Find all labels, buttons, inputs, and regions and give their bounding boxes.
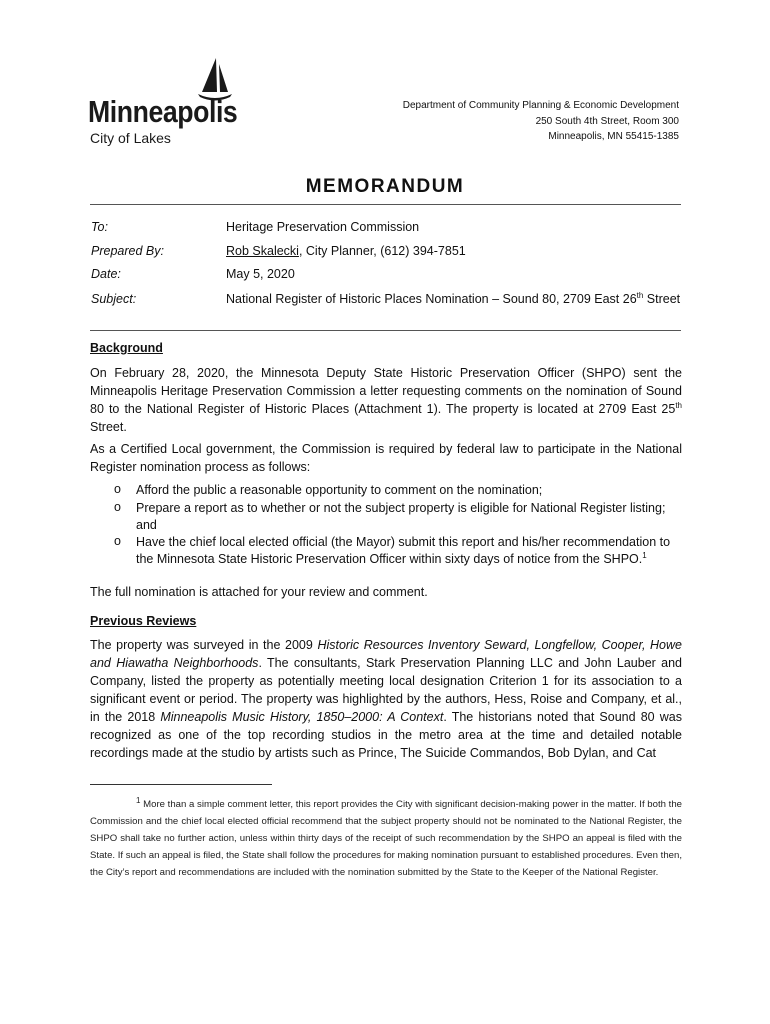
footnote-text: More than a simple comment letter, this report provides the City with significant decision-making power in the matter. If both the Commission and the chief local elected official recommend that the subject property should not be nominated to the National Register, the SHPO shall take no further action, unless within thirty days of the receipt of such recommendation by the SHPO an appeal is filed with the State. If such an appeal is filed, the State shall follow the procedures for making nomination pursuant to established procedures. Even then, the City’s report and recommendations are included with the nomination submitted by the State to the Keeper of the National Register.: [90, 799, 682, 878]
list-item: Prepare a report as to whether or not the subject property is eligible for National Register listing; and: [136, 501, 666, 532]
preparer-details: , City Planner, (612) 394-7851: [298, 244, 466, 258]
subject-superscript: th: [636, 290, 644, 300]
previous-text-3: . The historians noted that Sound 80 was recognized as one of the top recording studios in the metro area at the time and detailed notable recordings made at the studio by artists such as Prince, The Suicide Commandos, Bob Dylan, and Cat: [90, 710, 682, 760]
memo-title: MEMORANDUM: [305, 176, 465, 197]
date-value: May 5, 2020: [226, 267, 295, 281]
background-heading: Background: [90, 341, 163, 355]
fields-divider: [90, 330, 681, 331]
list-item-text: Have the chief local elected official (the Mayor) submit this report and his/her recommendation to the Minnesota State Historic Preservation Officer within sixty days of notice from the SHPO.: [136, 535, 671, 566]
bullet-marker: o: [114, 500, 121, 514]
background-paragraph-2: As a Certified Local government, the Commission is required by federal law to participate in the National Register nomination process as follows:: [90, 442, 682, 474]
background-p1-text: On February 28, 2020, the Minnesota Deputy State Historic Preservation Officer (SHPO) sent the Minneapolis Heritage Preservation Commission a letter requesting comments on the nomination of Sound 80 to the National Register of Historic Places (Attachment 1). The property is located at 2709 East 25: [90, 366, 682, 416]
footnote-number: 1: [136, 795, 141, 805]
city-address: Minneapolis, MN 55415-1385: [548, 131, 679, 142]
subject-value: [226, 292, 680, 306]
to-label: To:: [91, 220, 108, 234]
street-address: 250 South 4th Street, Room 300: [535, 115, 679, 127]
footnote: [90, 796, 682, 881]
inventory-title: Historic Resources Inventory Seward, Longfellow, Cooper, Howe and Hiawatha Neighborhoods: [90, 638, 682, 670]
subject-label: Subject:: [91, 292, 137, 306]
previous-text-2: . The consultants, Stark Preservation Planning LLC and John Lauber and Company, listed the property as potentially meeting local designation Criterion 1 for its association to a significant event or period. The property was highlighted by the authors, Hess, Roise and Company, et al., in the 2018: [90, 656, 682, 724]
background-p1-end: Street.: [90, 420, 127, 434]
bullet-marker: o: [114, 534, 121, 548]
preparer-name: Rob Skalecki: [226, 244, 299, 258]
prepared-by-label: Prepared By:: [91, 244, 164, 258]
city-logo: [88, 56, 248, 148]
background-paragraph-3: The full nomination is attached for your review and comment.: [90, 585, 428, 599]
subject-end: Street: [643, 292, 681, 306]
background-p1-superscript: th: [675, 400, 682, 410]
music-history-title: Minneapolis Music History, 1850–2000: A Context: [160, 710, 444, 724]
previous-reviews-paragraph: [90, 636, 682, 762]
subject-text: National Register of Historic Places Nomination – Sound 80, 2709 East 26: [226, 292, 637, 306]
footnote-reference: 1: [642, 550, 647, 560]
previous-text-1: The property was surveyed in the 2009: [90, 638, 318, 652]
list-item: [136, 534, 682, 568]
to-value: Heritage Preservation Commission: [226, 220, 420, 234]
footnote-divider: [90, 784, 272, 785]
list-item: Afford the public a reasonable opportunity to comment on the nomination;: [136, 483, 543, 497]
date-label: Date:: [91, 267, 121, 281]
department-address: [403, 98, 679, 145]
previous-reviews-heading: Previous Reviews: [90, 614, 197, 628]
logo-tagline: City of Lakes: [90, 130, 171, 146]
bullet-marker: o: [114, 482, 121, 496]
title-divider: [90, 204, 681, 205]
prepared-by-value: [226, 244, 466, 258]
logo-wordmark: Minneapolis: [88, 94, 238, 129]
background-paragraph-1: [90, 364, 682, 436]
department-name: Department of Community Planning & Economic Development: [402, 100, 679, 111]
